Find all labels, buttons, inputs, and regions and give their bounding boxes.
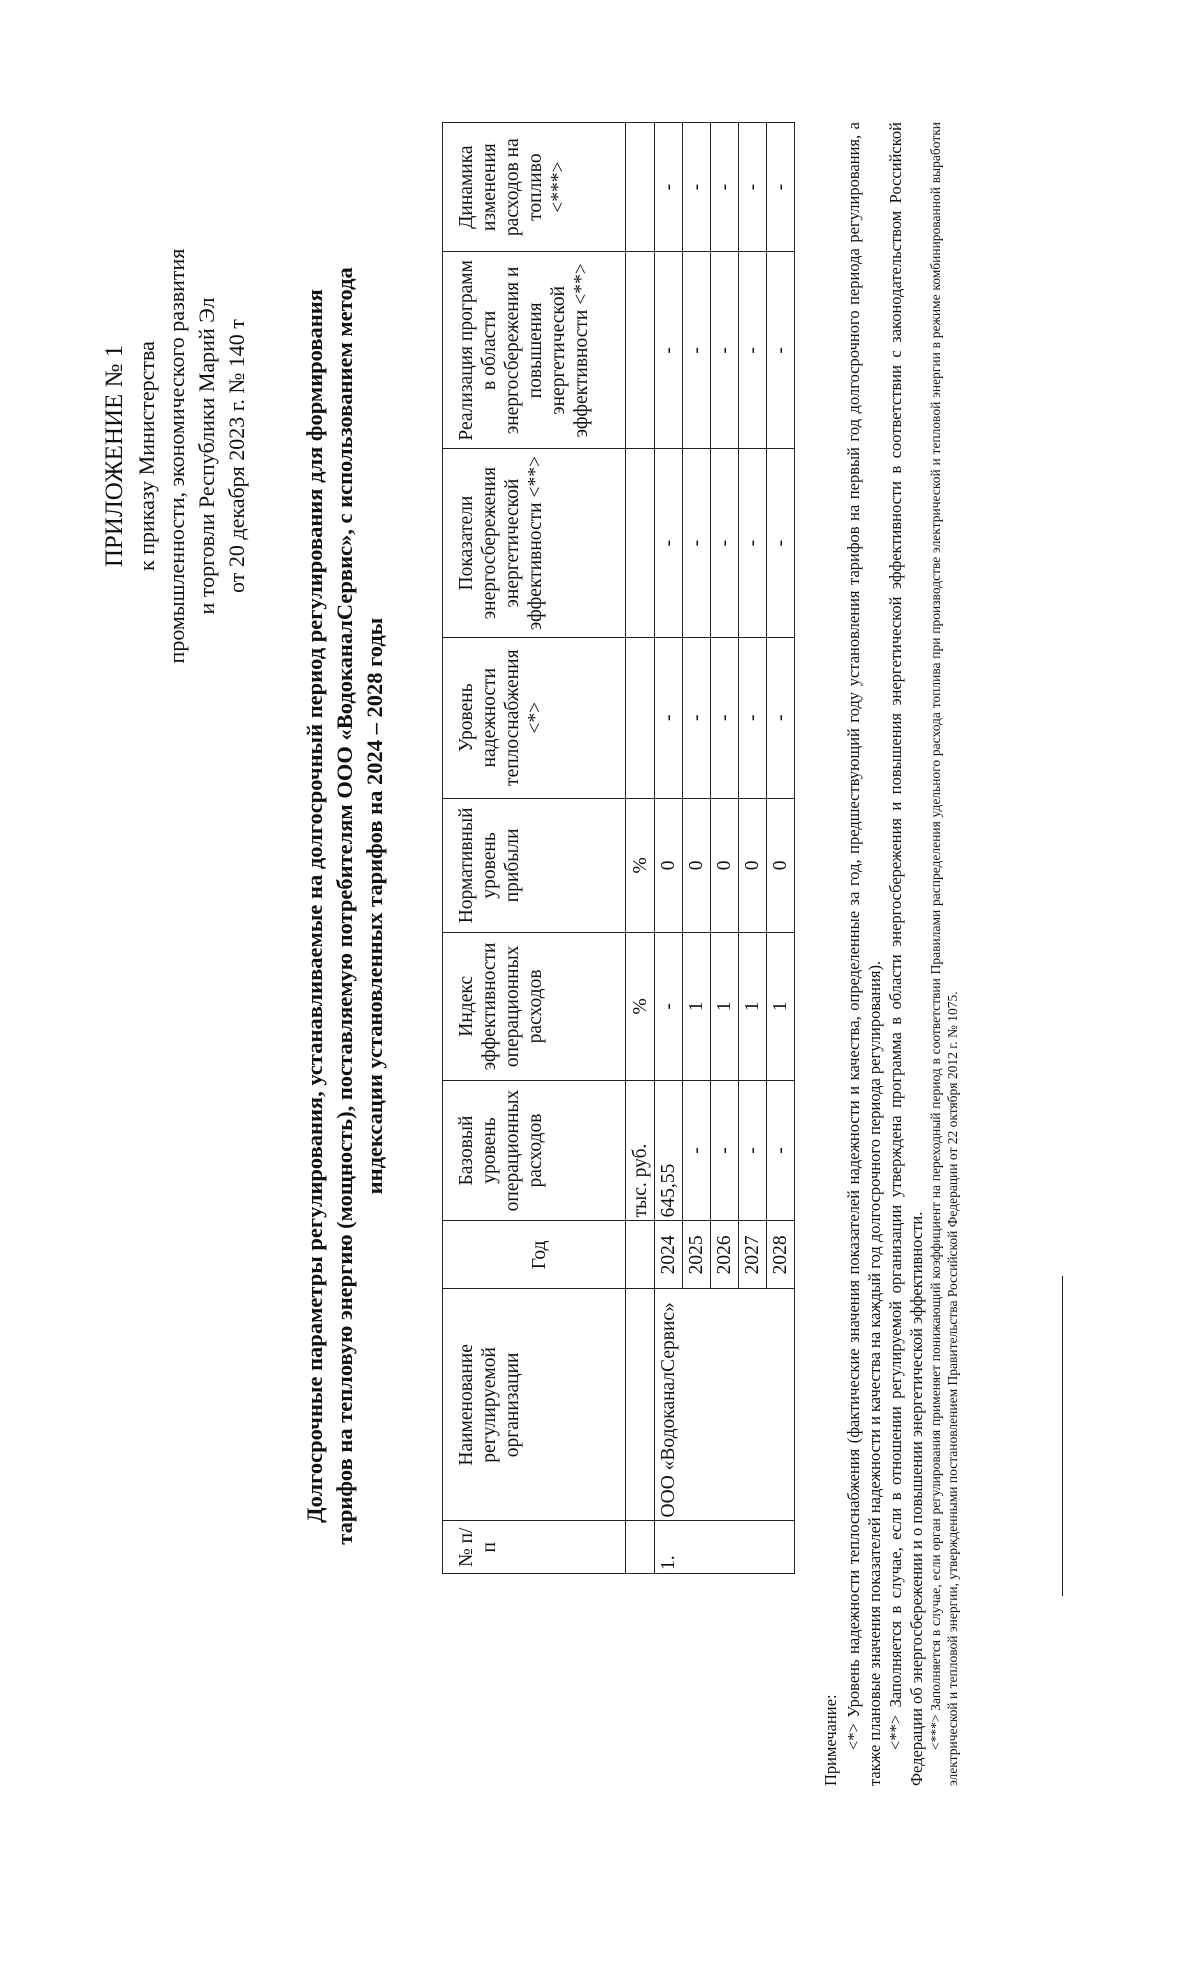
unit-cell: % [626,798,655,932]
unit-cell: тыс. руб. [626,1080,655,1221]
appendix-line-3: и торговли Республики Марий Эл [194,297,219,615]
unit-cell [626,1521,655,1574]
energy-programs-cell: - [655,252,683,449]
organization-name: ООО «ВодоканалСервис» [655,1289,795,1521]
separator-line [1062,1276,1063,1596]
normative-profit-cell: 0 [683,798,711,932]
notes-section [820,122,961,1786]
reliability-cell: - [711,637,739,798]
energy-programs-cell: - [711,252,739,449]
note-reliability: <*> Уровень надежности теплоснабжения (фактические значения показателей надежности и качества, определенные за год, предшествующий году установления тарифов на первый год долгосрочного периода регулирования, а также плановые значения показателей надежности и качества на каждый год долгосрочного периода регулирования). [844,122,884,1786]
efficiency-index-cell: 1 [739,933,767,1081]
fuel-dynamics-cell: - [683,123,711,252]
header-normative-profit: Нормативный уровень прибыли [443,798,626,932]
table-units-row [626,123,655,1574]
year-cell: 2027 [739,1221,767,1289]
reliability-cell: - [767,637,795,798]
table-row [655,123,683,1574]
energy-indicators-cell: - [683,449,711,637]
unit-cell [626,637,655,798]
base-opex-cell: - [711,1080,739,1221]
appendix-title: ПРИЛОЖЕНИЕ № 1 [101,344,128,568]
header-reliability: Уровень надежности теплоснабжения <*> [443,637,626,798]
document-title [300,176,390,1636]
year-cell: 2024 [655,1221,683,1289]
unit-cell [626,1221,655,1289]
unit-cell [626,252,655,449]
note-energy-saving: <**> Заполняется в случае, если в отношении регулируемой организации утверждена программа в области энергосбережения и повышения энергетической эффективности в соответствии с законодательством Российской Федерации об энергосбережении и о повышении энергетической эффективности. [886,122,926,1786]
energy-indicators-cell: - [711,449,739,637]
table-header-row [443,123,626,1574]
header-base-opex: Базовый уровень операционных расходов [443,1080,626,1221]
year-cell: 2026 [711,1221,739,1289]
energy-programs-cell: - [683,252,711,449]
document-title-line-3: индексации установленных тарифов на 2024 – 2028 годы [362,617,387,1195]
efficiency-index-cell: 1 [767,933,795,1081]
normative-profit-cell: 0 [711,798,739,932]
reliability-cell: - [739,637,767,798]
appendix-line-1: к приказу Министерства [134,341,159,571]
parameters-table [442,122,795,1574]
unit-cell: % [626,933,655,1081]
unit-cell [626,123,655,252]
efficiency-index-cell: 1 [683,933,711,1081]
fuel-dynamics-cell: - [767,123,795,252]
header-opex-efficiency-index: Индекс эффективности операционных расходов [443,933,626,1081]
appendix-header [100,176,252,736]
normative-profit-cell: 0 [739,798,767,932]
header-fuel-dynamics: Динамика изменения расходов на топливо <***> [443,123,626,252]
note-fuel: <***> Заполняется в случае, если орган регулирования применяет понижающий коэффициент на переходный период в соответствии Правилами распределения удельного расхода топлива при производстве электрической и тепловой энергии в режиме комбинированной выработки электрической и тепловой энергии, утвержденными постановлением Правительства Российской Федерации от 22 октября 2012 г. № 1075. [928,122,960,1786]
fuel-dynamics-cell: - [739,123,767,252]
energy-programs-cell: - [767,252,795,449]
header-organization: Наименование регулируемой организации [443,1289,626,1521]
efficiency-index-cell: - [655,933,683,1081]
energy-indicators-cell: - [655,449,683,637]
header-energy-saving-indicators: Показатели энергосбережения энергетической эффективности <**> [443,449,626,637]
header-energy-saving-programs: Реализация программ в области энергосбережения и повышения энергетической эффективности <**> [443,252,626,449]
unit-cell [626,1289,655,1521]
year-cell: 2028 [767,1221,795,1289]
normative-profit-cell: 0 [655,798,683,932]
base-opex-cell: - [739,1080,767,1221]
unit-cell [626,449,655,637]
normative-profit-cell: 0 [767,798,795,932]
year-cell: 2025 [683,1221,711,1289]
header-year: Год [443,1221,626,1289]
fuel-dynamics-cell: - [711,123,739,252]
fuel-dynamics-cell: - [655,123,683,252]
notes-title: Примечание: [821,1694,840,1786]
row-number: 1. [655,1521,795,1574]
reliability-cell: - [655,637,683,798]
appendix-line-2: промышленности, экономического развития [164,248,189,664]
base-opex-cell: - [767,1080,795,1221]
header-number: № п/п [443,1521,626,1574]
energy-indicators-cell: - [767,449,795,637]
base-opex-cell: 645,55 [655,1080,683,1221]
document-title-line-1: Долгосрочные параметры регулирования, устанавливаемые на долгосрочный период регулирования для формирования [302,289,327,1523]
efficiency-index-cell: 1 [711,933,739,1081]
parameters-table-wrap [442,122,795,1574]
reliability-cell: - [683,637,711,798]
base-opex-cell: - [683,1080,711,1221]
appendix-line-4: от 20 декабря 2023 г. № 140 т [224,319,249,593]
document-title-line-2: тарифов на тепловую энергию (мощность), поставляемую потребителям ООО «ВодоканалСервис», с использованием метода [332,267,357,1545]
energy-indicators-cell: - [739,449,767,637]
energy-programs-cell: - [739,252,767,449]
